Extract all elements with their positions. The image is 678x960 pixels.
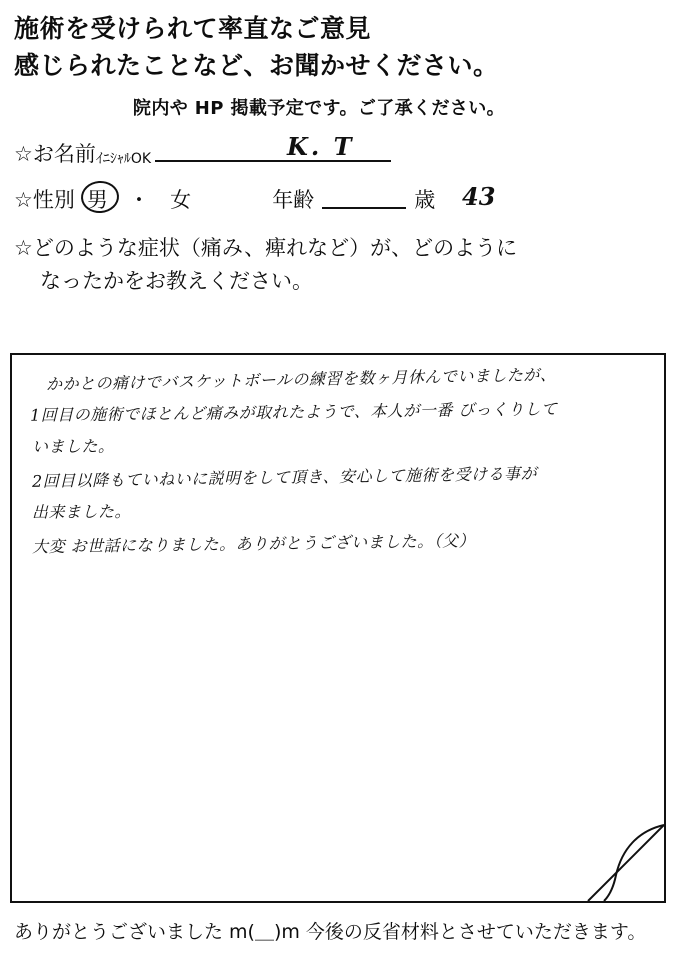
- name-field-label: ☆お名前: [14, 142, 96, 166]
- form-fields: [0, 120, 678, 214]
- answer-line: 1回目の施術でほとんど痛みが取れたようで、本人が一番 びっくりして: [29, 399, 558, 425]
- question-line-1: ☆どのような症状（痛み、痺れなど）が、どのように: [14, 236, 518, 260]
- gender-options-text: 男 ・ 女: [86, 188, 199, 212]
- page-curl-icon: [560, 797, 664, 901]
- name-field-row: [14, 132, 664, 168]
- answer-line: 大変 お世話になりました。ありがとうございました。（父）: [31, 531, 476, 557]
- name-field-hint: ｲﾆｼｬﾙOK: [95, 151, 152, 167]
- gender-field-label: ☆性別: [14, 188, 75, 212]
- age-field-label: 年齢: [272, 188, 315, 212]
- form-subheading: 院内や HP 掲載予定です。ご了承ください。: [132, 98, 506, 119]
- form-footer: ありがとうございました m(＿)m 今後の反省材料とさせていただきます。: [14, 921, 647, 943]
- answer-line: かかとの痛けでバスケットボールの練習を数ヶ月休んでいましたが、: [45, 364, 557, 394]
- age-field-unit: 歳: [414, 188, 436, 212]
- age-field-rule: [322, 207, 406, 209]
- answer-line: 出来ました。: [31, 502, 132, 522]
- gender-age-row: [14, 184, 664, 214]
- answer-box[interactable]: [10, 353, 666, 903]
- answer-line: 2回目以降もていねいに説明をして頂き、安心して施術を受ける事が: [31, 464, 538, 492]
- form-heading: [0, 0, 678, 120]
- answer-line: いました。: [31, 436, 115, 456]
- name-field-value: K. T: [287, 132, 355, 161]
- heading-line-1: 施術を受けられて率直なご意見: [14, 14, 372, 43]
- age-field-value: 43: [462, 182, 496, 211]
- heading-line-2: 感じられたことなど、お聞かせください。: [14, 51, 499, 80]
- gender-options[interactable]: [87, 184, 198, 214]
- name-field-rule: [155, 159, 391, 162]
- question-block: [0, 230, 678, 297]
- answer-handwriting: [26, 364, 646, 568]
- question-line-2: なったかをお教えください。: [40, 268, 313, 293]
